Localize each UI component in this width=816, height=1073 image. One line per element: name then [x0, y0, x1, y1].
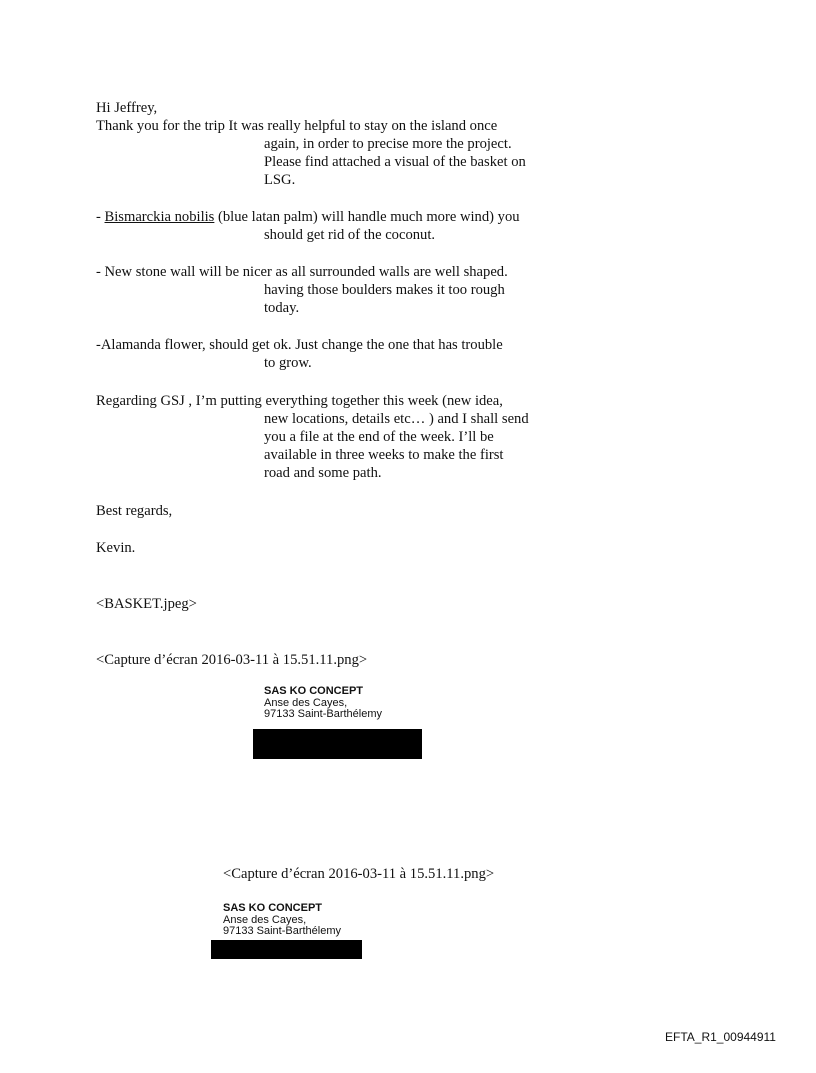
- palm-paragraph-line: [96, 208, 520, 226]
- body-line: you a file at the end of the week. I’ll be: [264, 429, 494, 445]
- company-name: SAS KO CONCEPT: [223, 902, 323, 914]
- redaction-box: [253, 729, 422, 759]
- body-line: Regarding GSJ , I’m putting everything together this week (new idea,: [96, 393, 503, 409]
- body-line: to grow.: [264, 355, 312, 371]
- company-name: SAS KO CONCEPT: [264, 685, 364, 697]
- attachment-name: <Capture d’écran 2016-03-11 à 15.51.11.png>: [96, 652, 368, 668]
- address-line: 97133 Saint-Barthélemy: [264, 708, 383, 720]
- address-line: 97133 Saint-Barthélemy: [223, 925, 342, 937]
- greeting: Hi Jeffrey,: [96, 100, 158, 116]
- body-line: Thank you for the trip It was really helpful to stay on the island once: [96, 118, 498, 134]
- document-id: EFTA_R1_00944911: [665, 1030, 776, 1044]
- dash: -: [96, 209, 105, 225]
- address-line: Anse des Cayes,: [223, 913, 307, 926]
- body-line: -Alamanda flower, should get ok. Just change the one that has trouble: [96, 337, 503, 353]
- body-line: again, in order to precise more the project.: [264, 136, 512, 152]
- body-line: Please find attached a visual of the basket on: [264, 154, 526, 170]
- body-line: should get rid of the coconut.: [264, 227, 436, 243]
- body-line: road and some path.: [264, 465, 382, 481]
- palm-text: (blue latan palm) will handle much more wind) you: [214, 209, 520, 225]
- body-line: available in three weeks to make the first: [264, 447, 504, 463]
- closing: Best regards,: [96, 503, 173, 519]
- signoff: Kevin.: [96, 540, 136, 556]
- signature-block: [264, 686, 382, 721]
- body-line: today.: [264, 300, 300, 316]
- body-line: - New stone wall will be nicer as all surrounded walls are well shaped.: [96, 264, 508, 280]
- body-line: new locations, details etc… ) and I shall send: [264, 411, 529, 427]
- species-name: Bismarckia nobilis: [104, 209, 215, 225]
- body-line: having those boulders makes it too rough: [264, 282, 505, 298]
- body-line: LSG.: [264, 172, 296, 188]
- redaction-box: [211, 940, 362, 959]
- address-line: Anse des Cayes,: [264, 696, 348, 709]
- signature-block: [223, 903, 341, 938]
- attachment-name: <Capture d’écran 2016-03-11 à 15.51.11.png>: [223, 866, 495, 882]
- attachment-name: <BASKET.jpeg>: [96, 596, 197, 612]
